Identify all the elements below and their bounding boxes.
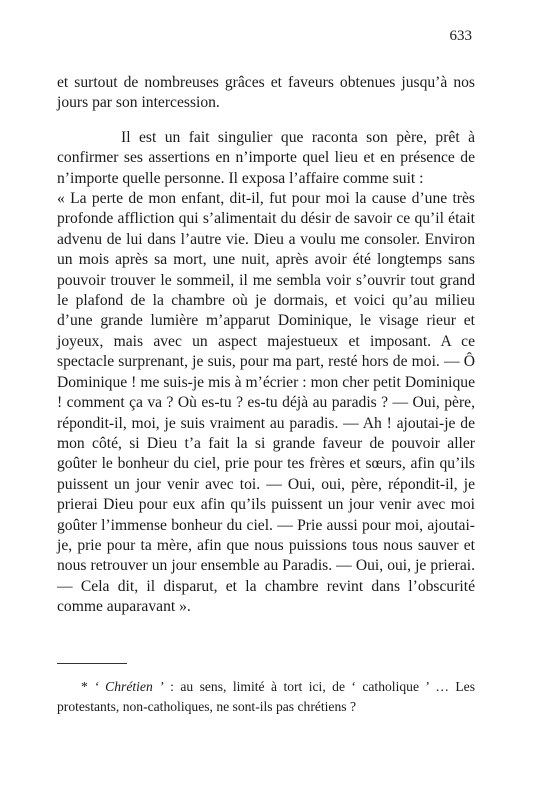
- footnote: [57, 677, 475, 716]
- paragraph-continuation: et surtout de nombreuses grâces et faveurs obtenues jusqu’à nos jours par son intercession.: [57, 74, 475, 112]
- footnote-text: : au sens, limité à tort ici, de ‘ catholique ’ … Les protestants, non-catholiques, ne sont-ils pas chrétiens ?: [57, 679, 475, 714]
- paragraph-quotation: « La perte de mon enfant, dit-il, fut pour moi la cause d’une très profonde affliction qui s’alimentait du désir de savoir ce qu’il était advenu de lui dans l’autre vie. Dieu a voulu me consoler. Environ un mois après sa mort, une nuit, après avoir été longtemps sans pouvoir trouver le sommeil, il me sembla voir s’ouvrir tout grand le plafond de la chambre où je dormais, et voici qu’au milieu d’une grande lumière m’apparut Dominique, le visage rieur et joyeux, mais avec un aspect majestueux et imposant. A ce spectacle surprenant, je suis, pour ma part, resté hors de moi. — Ô Dominique ! me suis-je mis à m’écrier : mon cher petit Dominique ! comment ça va ? Où es-tu ? es-tu déjà au paradis ? — Oui, père, répondit-il, moi, je suis vraiment au paradis. — Ah ! ajoutai-je de mon côté, si Dieu t’a fait la si grande faveur de pouvoir aller goûter le bonheur du ciel, prie pour tes frères et sœurs, afin qu’ils puissent un jour venir avec toi. — Oui, oui, père, répondit-il, je prierai Dieu pour eux afin qu’ils puissent un jour venir avec moi goûter l’immense bonheur du ciel. — Prie aussi pour moi, ajoutai-je, prie pour ta mère, afin que nous puissions tous nous sauver et nous retrouver un jour ensemble au Paradis. — Oui, oui, je prierai. — Cela dit, il disparut, et la chambre revint dans l’obscurité comme auparavant ».: [57, 190, 475, 616]
- footnote-divider: [57, 663, 127, 664]
- footnote-marker: *: [81, 679, 88, 694]
- paragraph-father-account: Il est un fait singulier que raconta son père, prêt à confirmer ses assertions en n’importe quel lieu et en présence de n’importe quelle personne. Il exposa l’affaire comme suit :: [57, 128, 475, 187]
- main-text: [57, 73, 475, 618]
- footnote-term: ‘ Chrétien ’: [94, 679, 164, 694]
- page-number: 633: [449, 28, 472, 44]
